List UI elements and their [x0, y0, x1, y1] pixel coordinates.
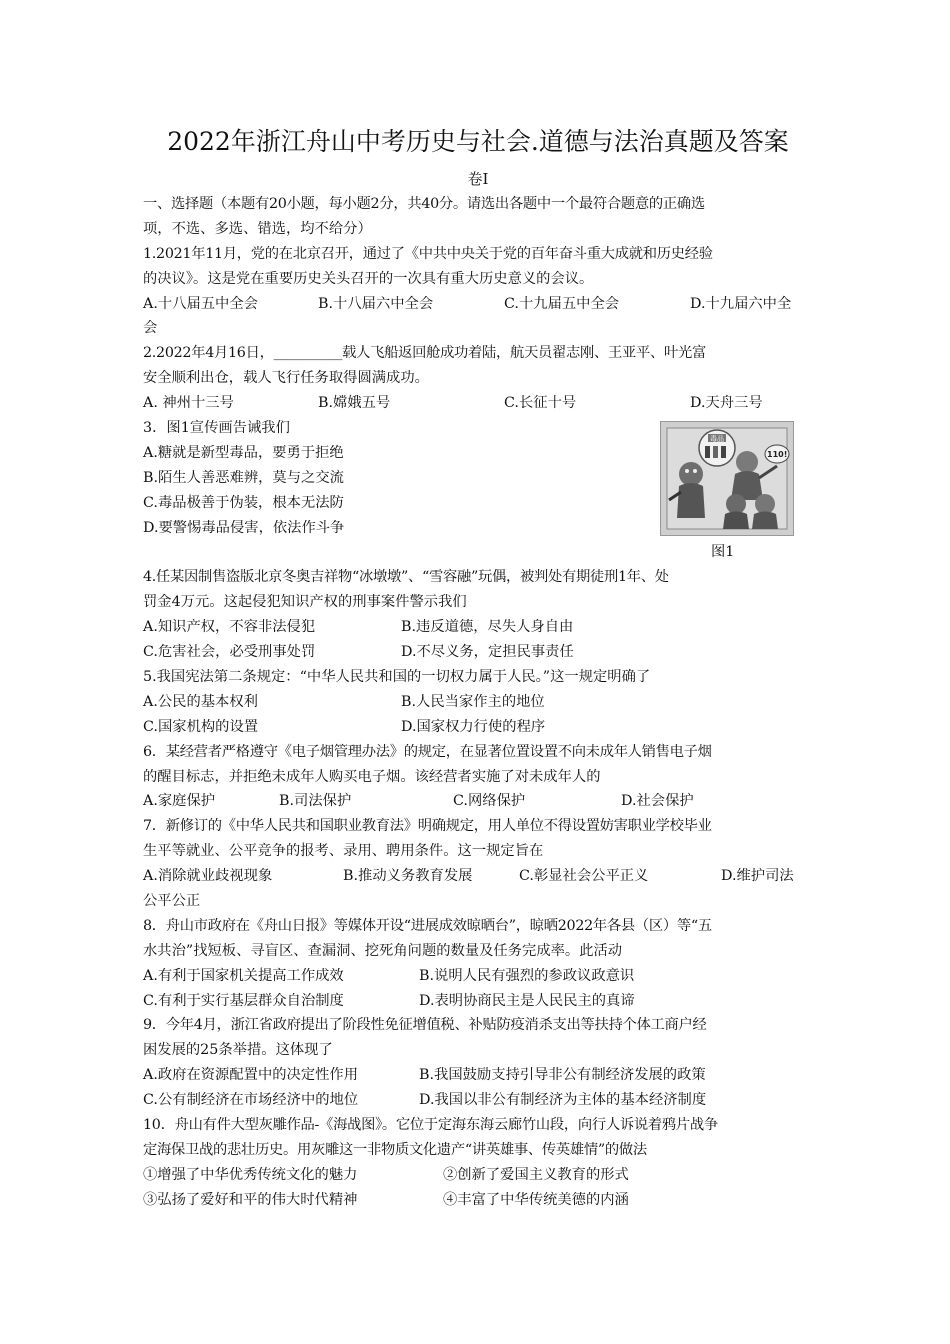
option-b: B.我国鼓励支持引导非公有制经济发展的政策 [419, 1067, 706, 1084]
volume-label: 卷Ⅰ [467, 170, 489, 188]
option-1: ①增强了中华优秀传统文化的魅力 [143, 1166, 358, 1183]
question-2-stem: 2.2022年4月16日，__________载人飞船返回舱成功着陆，航天员翟志刚、王亚平、叶光富 [143, 345, 707, 362]
option-a: A.公民的基本权利 [143, 693, 258, 710]
question-3 [143, 416, 813, 561]
question-9-stem: 困发展的25条举措。这体现了 [143, 1042, 333, 1059]
option-c: C.危害社会，必受刑事处罚 [143, 644, 316, 661]
option-a: A. 神州十三号 [143, 395, 234, 412]
option-d: D.社会保护 [621, 793, 694, 810]
question-4-options [143, 615, 813, 640]
figure-1-anti-drug-poster [660, 421, 794, 536]
question-8-stem: 水共治”找短板、寻盲区、查漏洞、挖死角问题的数量及任务完成率。此活动 [143, 942, 623, 959]
option-b: B.司法保护 [279, 793, 352, 810]
page-title: 2022年浙江舟山中考历史与社会.道德与法治真题及答案 [167, 127, 789, 156]
option-4: ④丰富了中华传统美德的内涵 [443, 1191, 629, 1208]
option-d: D.我国以非公有制经济为主体的基本经济制度 [419, 1092, 707, 1109]
question-4-options [143, 640, 813, 665]
question-7-stem: 生平等就业、公平竞争的报考、录用、聘用条件。这一规定旨在 [143, 843, 544, 860]
option-d: D.不尽义务，定担民事责任 [401, 644, 574, 661]
option-d: D.十九届六中全 [690, 295, 792, 312]
option-c: C.彰显社会公平正义 [519, 868, 649, 885]
question-8-options [143, 989, 813, 1014]
question-4-stem: 罚金4万元。这起侵犯知识产权的刑事案件警示我们 [143, 594, 467, 611]
question-2-options [143, 391, 813, 416]
option-b: B.说明人民有强烈的参政议政意识 [419, 967, 635, 984]
option-b: B.推动义务教育发展 [343, 868, 473, 885]
option-c: C.网络保护 [453, 793, 526, 810]
option-d: D.表明协商民主是人民民主的真谛 [419, 992, 635, 1009]
option-d: D.要警惕毒品侵害，依法作斗争 [143, 519, 345, 536]
section-intro-line: 一、选择题（本题有20小题，每小题2分，共40分。请选出各题中一个最符合题意的正确选 [143, 196, 705, 212]
question-10-stem: 10．舟山有件大型灰雕作品-《海战图》。它位于定海东海云廊竹山段，向行人诉说着鸦片战争 [143, 1117, 718, 1133]
question-6-stem: 的醒目标志，并拒绝未成年人购买电子烟。该经营者实施了对未成年人的 [143, 768, 601, 785]
question-8-options [143, 964, 813, 989]
option-a: A.糖就是新型毒品，要勇于拒绝 [143, 444, 344, 461]
option-d-wrap: 公平公正 [143, 892, 201, 909]
option-b: B.违反道德，尽失人身自由 [401, 619, 574, 636]
option-c: C.国家机构的设置 [143, 718, 259, 735]
question-9-options [143, 1088, 813, 1113]
question-6-options [143, 789, 813, 814]
anti-drug-poster-illustration [661, 422, 793, 535]
option-b: B.陌生人善恶难辨，莫与之交流 [143, 469, 344, 486]
option-b: B.人民当家作主的地位 [401, 693, 545, 710]
option-c: C.公有制经济在市场经济中的地位 [143, 1092, 359, 1109]
question-4-stem: 4.任某因制售盗版北京冬奥吉祥物“冰墩墩”、“雪容融”玩偶，被判处有期徒刑1年、处 [143, 569, 669, 586]
question-2-stem: 安全顺利出仓，载人飞行任务取得圆满成功。 [143, 370, 429, 387]
option-d: D.天舟三号 [690, 395, 763, 412]
section-intro-line: 项，不选、多选、错选，均不给分） [143, 220, 372, 237]
option-c: C.长征十号 [504, 395, 577, 412]
question-5-stem: 5.我国宪法第二条规定：“中华人民共和国的一切权力属于人民。”这一规定明确了 [143, 668, 651, 685]
option-d: D.维护司法 [721, 868, 794, 885]
option-a: A.十八届五中全会 [143, 295, 258, 312]
question-9-stem: 9．今年4月，浙江省政府提出了阶段性免征增值税、补贴防疫消杀支出等扶持个体工商户经 [143, 1017, 707, 1034]
figure-1-caption: 图1 [711, 544, 735, 561]
question-10-stem: 定海保卫战的悲壮历史。用灰雕这一非物质文化遗产“讲英雄事、传英雄情”的做法 [143, 1141, 647, 1158]
question-9-options [143, 1063, 813, 1088]
question-5-options [143, 690, 813, 715]
option-c: C.毒品极善于伪装，根本无法防 [143, 494, 344, 511]
question-8-stem: 8．舟山市政府在《舟山日报》等媒体开设“进展成效晾晒台”，晾晒2022年各县（区）等“五 [143, 917, 712, 934]
poster-sign-text: 毒品 [710, 435, 724, 444]
option-d-wrap: 会 [143, 320, 158, 337]
option-a: A.知识产权，不容非法侵犯 [143, 619, 316, 636]
option-a: A.消除就业歧视现象 [143, 868, 273, 885]
option-b: B.嫦娥五号 [318, 395, 391, 412]
option-d: D.国家权力行使的程序 [401, 718, 546, 735]
exam-body [143, 192, 813, 1213]
question-3-stem: 3．图1宣传画告诫我们 [143, 420, 290, 437]
question-10-options [143, 1188, 813, 1213]
question-5-options [143, 715, 813, 740]
question-7-stem: 7．新修订的《中华人民共和国职业教育法》明确规定，用人单位不得设置妨害职业学校毕业 [143, 818, 712, 835]
question-1-options [143, 292, 813, 317]
option-a: A.家庭保护 [143, 793, 216, 810]
question-6-stem: 6．某经营者严格遵守《电子烟管理办法》的规定，在显著位置设置不向未成年人销售电子烟 [143, 743, 712, 760]
option-a: A.有利于国家机关提高工作成效 [143, 967, 344, 984]
question-1-stem: 的决议》。这是党在重要历史关头召开的一次具有重大历史意义的会议。 [143, 270, 594, 287]
poster-speech-text: 110! [767, 450, 788, 460]
option-3: ③弘扬了爱好和平的伟大时代精神 [143, 1191, 358, 1208]
option-2: ②创新了爱国主义教育的形式 [443, 1166, 629, 1183]
option-a: A.政府在资源配置中的决定性作用 [143, 1067, 359, 1084]
option-c: C.十九届五中全会 [504, 295, 620, 312]
question-10-options [143, 1163, 813, 1188]
question-1-stem: 1.2021年11月，党的在北京召开，通过了《中共中央关于党的百年奋斗重大成就和历史经验 [143, 245, 713, 262]
option-b: B.十八届六中全会 [318, 295, 434, 312]
question-7-options [143, 864, 813, 889]
option-c: C.有利于实行基层群众自治制度 [143, 992, 344, 1009]
